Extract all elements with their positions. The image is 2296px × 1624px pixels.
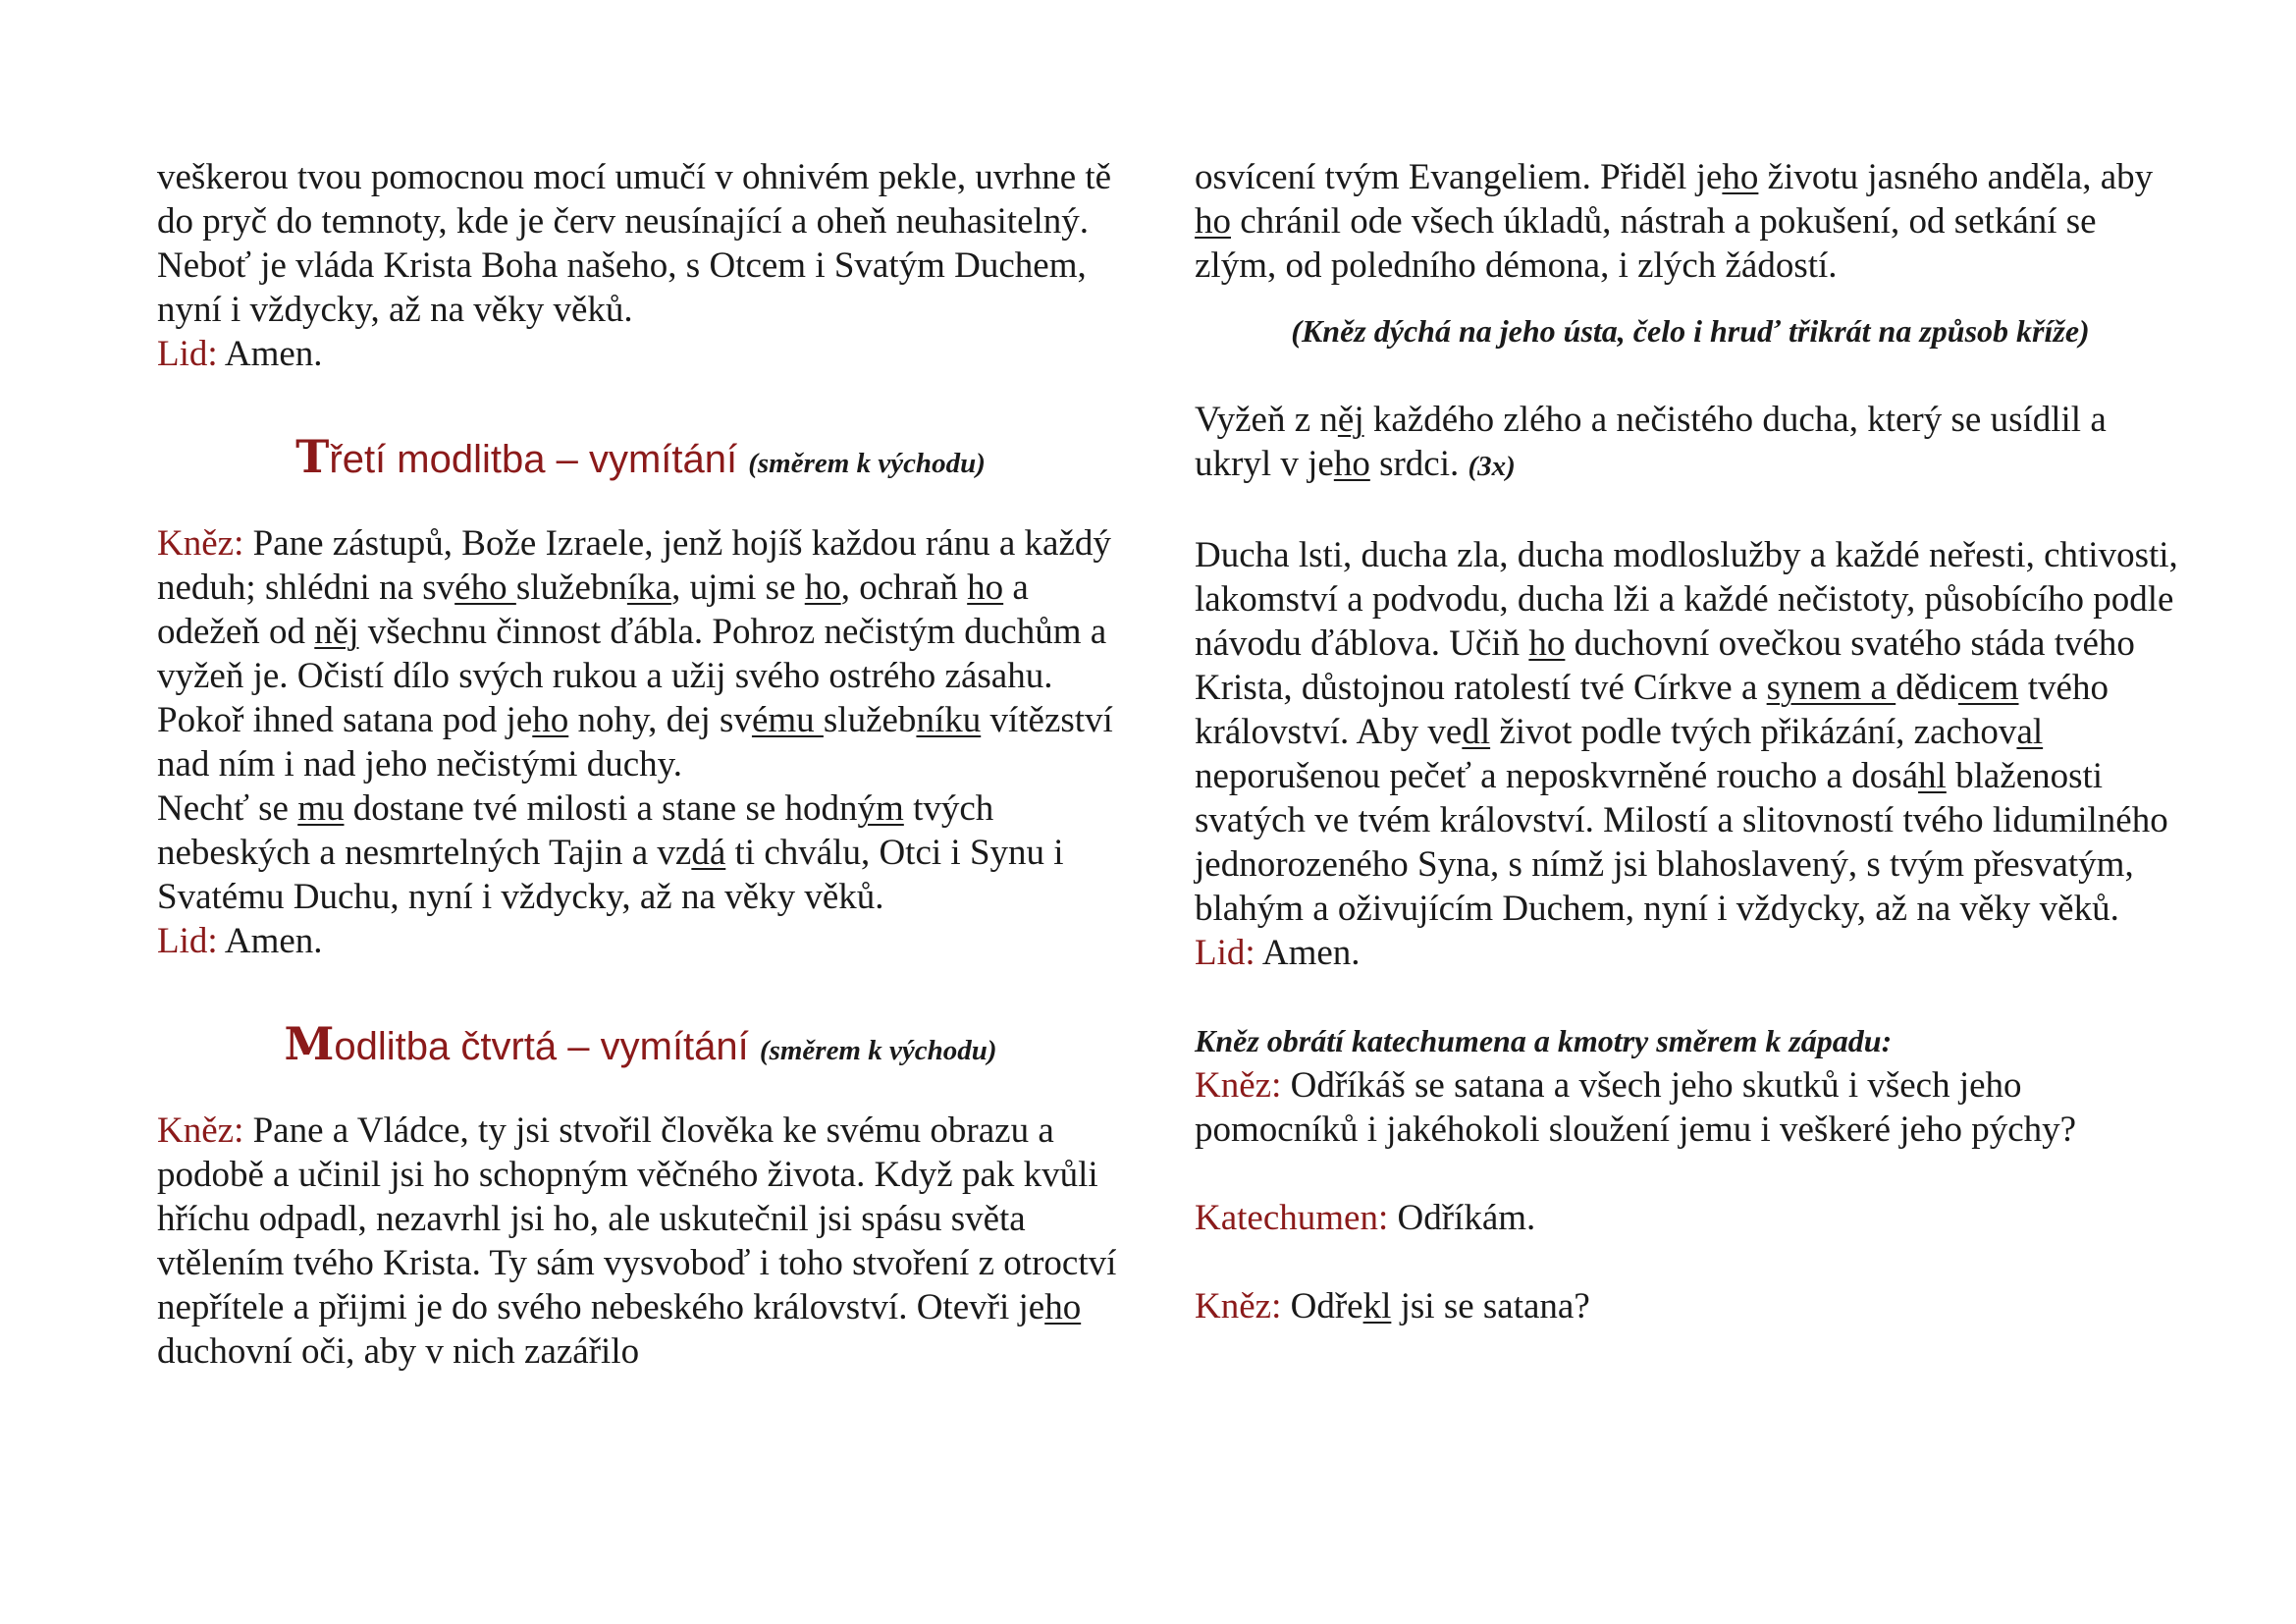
heading-direction-note: (směrem k východu) bbox=[759, 1035, 997, 1066]
underlined-text: al bbox=[2016, 712, 2044, 752]
response-line bbox=[157, 919, 1124, 963]
underlined-text: ho bbox=[967, 568, 1004, 608]
spacer bbox=[157, 963, 1124, 1007]
underlined-text: mu bbox=[297, 788, 345, 829]
speaker-label: Lid: bbox=[1195, 933, 1255, 973]
underlined-text: ému bbox=[751, 700, 824, 740]
paragraph: Neboť je vláda Krista Boha našeho, s Otcem i Svatým Duchem, nyní i vždycky, až na věky věků. bbox=[157, 245, 1087, 330]
underlined-text: ho bbox=[532, 700, 569, 740]
priest-question bbox=[1195, 1284, 2186, 1328]
spacer bbox=[1195, 353, 2186, 398]
text: duchovní oči, aby v nich zazářilo bbox=[157, 1331, 640, 1372]
priest-prayer bbox=[157, 521, 1124, 786]
speaker-label: Kněz: bbox=[157, 1110, 244, 1151]
underlined-text: synem a bbox=[1766, 668, 1896, 708]
paragraph: veškerou tvou pomocnou mocí umučí v ohnivém pekle, uvrhne tě do pryč do temnoty, kde je červ neusínající a oheň neuhasitelný. bbox=[157, 157, 1112, 242]
text: ti chválu, Otci i Synu i Svatému Duchu, nyní i vždycky, až na věky věků. bbox=[157, 833, 1064, 917]
speaker-label: Lid: bbox=[157, 921, 218, 961]
spacer bbox=[1195, 489, 2186, 533]
heading-direction-note: (směrem k východu) bbox=[748, 448, 986, 479]
underlined-text: cem bbox=[1957, 668, 2019, 708]
text: chránil ode všech úkladů, nástrah a pokušení, od setkání se zlým, od poledního démona, i zlých žádostí. bbox=[1195, 201, 2097, 286]
text: životu jasného anděla, aby bbox=[1758, 157, 2154, 197]
underlined-text: ého bbox=[454, 568, 516, 608]
drop-cap: T bbox=[295, 430, 330, 483]
spacer bbox=[1195, 1152, 2186, 1196]
underlined-text: kl bbox=[1362, 1286, 1392, 1326]
underlined-text: ho bbox=[1044, 1287, 1082, 1327]
text: Odře bbox=[1281, 1286, 1363, 1326]
rubric-instruction: Kněz obrátí katechumena a kmotry směrem k západu: bbox=[1195, 1023, 1893, 1058]
text: život podle tvých přikázání, zachov bbox=[1490, 712, 2017, 752]
underlined-text: níku bbox=[916, 700, 982, 740]
text: Pane a Vládce, ty jsi stvořil člověka ke svému obrazu a podobě a učinil jsi ho schopným věčného života. Když pak kvůli hříchu odpadl, nezavrhl jsi ho, ale uskutečnil jsi spásu světa vtělením tvého Krista. Ty sám vysvoboď i toho stvoření z otroctví nepřítele a přijmi je do svého nebeského království. Otevři je bbox=[157, 1110, 1117, 1327]
underlined-text: ho bbox=[1528, 623, 1566, 664]
speaker-label: Lid: bbox=[157, 334, 218, 374]
text: tvého království. Aby ve bbox=[1195, 668, 2109, 752]
answer-text: Odříkám. bbox=[1388, 1198, 1536, 1238]
rubric-instruction: (Kněz dýchá na jeho ústa, čelo i hruď třikrát na způsob kříže) bbox=[1291, 313, 2090, 349]
repeat-note: (3x) bbox=[1468, 451, 1516, 482]
priest-question bbox=[1195, 1063, 2186, 1152]
paragraph bbox=[1195, 398, 2186, 489]
paragraph bbox=[1195, 533, 2186, 931]
text: a odežeň od bbox=[157, 568, 1029, 652]
priest-prayer bbox=[157, 1109, 1124, 1374]
speaker-label: Kněz: bbox=[1195, 1065, 1282, 1106]
text: dostane tvé milosti a stane se hodn bbox=[344, 788, 858, 829]
text: služeb bbox=[823, 700, 917, 740]
text: nohy, dej sv bbox=[568, 700, 752, 740]
underlined-text: dl bbox=[1462, 712, 1491, 752]
speaker-label: Kněz: bbox=[1195, 1286, 1282, 1326]
response-text: Amen. bbox=[1255, 933, 1361, 973]
heading-text: řetí modlitba – vymítání bbox=[329, 438, 738, 481]
section-heading-third-prayer bbox=[157, 432, 1124, 488]
spacer bbox=[1195, 975, 2186, 1019]
text: Nechť se bbox=[157, 788, 298, 829]
text: vítězství nad ním i nad jeho nečistými duchy. bbox=[157, 700, 1113, 785]
underlined-text: hl bbox=[1918, 756, 1947, 796]
heading-text: odlitba čtvrtá – vymítání bbox=[334, 1025, 749, 1068]
text: srdci. bbox=[1369, 444, 1468, 484]
spacer bbox=[157, 376, 1124, 420]
underlined-text: ho bbox=[1195, 201, 1231, 242]
response-text: Amen. bbox=[217, 921, 323, 961]
text: neporušenou pečeť a neposkvrněné roucho a dosá bbox=[1195, 756, 1919, 796]
response-line bbox=[157, 332, 1124, 376]
text: jsi se satana? bbox=[1391, 1286, 1590, 1326]
drop-cap: M bbox=[284, 1017, 335, 1070]
text: Pane zástupů, Bože Izraele, jenž hojíš každou ránu a každý neduh; shlédni na sv bbox=[157, 523, 1111, 608]
text: dědi bbox=[1896, 668, 1958, 708]
text: Vyžeň z n bbox=[1195, 400, 1338, 440]
left-column bbox=[157, 155, 1124, 1374]
paragraph bbox=[157, 786, 1124, 919]
text: tvých nebeských a nesmrtelných Tajin a vz bbox=[157, 788, 994, 873]
speaker-label: Katechumen: bbox=[1195, 1198, 1389, 1238]
underlined-text: něj bbox=[314, 612, 359, 652]
underlined-text: íka bbox=[626, 568, 672, 608]
text: všechnu činnost ďábla. Pohroz nečistým duchům a vyžeň je. Očistí dílo svých rukou a užij svého ostrého zásahu. Pokoř ihned satana pod je bbox=[157, 612, 1107, 740]
question-text: Odříkáš se satana a všech jeho skutků i všech jeho pomocníků i jakéhokoli sloužení jemu i veškeré jeho pýchy? bbox=[1195, 1065, 2077, 1150]
underlined-text: ho bbox=[1333, 444, 1370, 484]
text: služebn bbox=[515, 568, 627, 608]
spacer bbox=[1195, 1240, 2186, 1284]
text: každého zlého a nečistého ducha, který se usídlil a ukryl v je bbox=[1195, 400, 2107, 484]
section-heading-fourth-prayer bbox=[157, 1019, 1124, 1075]
right-column bbox=[1195, 155, 2186, 1328]
underlined-text: ho bbox=[804, 568, 841, 608]
catechumen-answer bbox=[1195, 1196, 2186, 1240]
underlined-text: ým bbox=[857, 788, 904, 829]
speaker-label: Kněz: bbox=[157, 523, 244, 564]
response-text: Amen. bbox=[217, 334, 323, 374]
underlined-text: dá bbox=[691, 833, 726, 873]
response-line bbox=[1195, 931, 2186, 975]
text: osvícení tvým Evangeliem. Přiděl je bbox=[1195, 157, 1723, 197]
text: , ujmi se bbox=[671, 568, 805, 608]
text: blaženosti svatých ve tvém království. Milostí a slitovností tvého lidumilného jednorozeného Syna, s nímž jsi blahoslavený, s tvým přesvatým, blahým a oživujícím Duchem, nyní i vždycky, až na věky věků. bbox=[1195, 756, 2168, 929]
underlined-text: ěj bbox=[1337, 400, 1364, 440]
paragraph bbox=[1195, 155, 2186, 288]
text: , ochraň bbox=[840, 568, 968, 608]
spacer bbox=[1195, 288, 2186, 309]
text: duchovní ovečkou svatého stáda tvého Krista, důstojnou ratolestí tvé Církve a bbox=[1195, 623, 2135, 708]
spacer bbox=[157, 500, 1124, 521]
underlined-text: ho bbox=[1722, 157, 1759, 197]
spacer bbox=[157, 1087, 1124, 1109]
text: Ducha lsti, ducha zla, ducha modloslužby a každé neřesti, chtivosti, lakomství a podvodu, ducha lži a každé nečistoty, působícího podle návodu ďáblova. Učiň bbox=[1195, 535, 2178, 664]
